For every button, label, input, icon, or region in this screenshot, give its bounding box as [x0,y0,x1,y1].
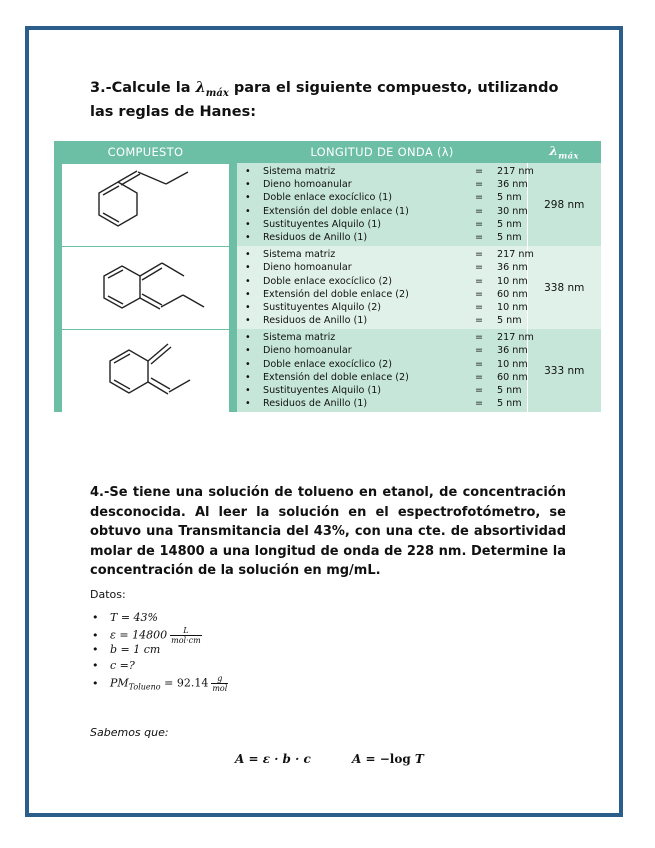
question-4: 4.-Se tiene una solución de tolueno en etanol, de concentración desconocida. Al leer la solución en el espectrofotómetro, se obtuvo una Transmitancia del 43%, con una cte. de absortividad molar de 14800 a una longitud de onda de 228 nm. Determine la concentración de la solución en mg/mL. [90,485,566,579]
question-3: 3.-Calcule la $\lambda_{máx}$ para el siguiente compuesto, utilizando las reglas de Hanes: [90,79,559,120]
list-item: • c =? [92,659,135,672]
compound-cell [54,329,237,412]
list-item: • Doble enlace exocíclico (1) = 5 nm [245,192,522,204]
table-header-row [54,141,601,163]
datos-label: Datos: [90,588,126,601]
rules-list [237,329,534,412]
fraction: $\frac{L}{\text{mol·cm}}$ [171,626,201,645]
lambda-symbol: $\lambda_{máx}$ [195,79,229,99]
list-item: • Sustituyentes Alquilo (1) = 5 nm [245,385,522,396]
datos-list [92,610,228,693]
list-item: • Doble enlace exocíclico (2) = 10 nm [245,275,528,287]
list-item: • Residuos de Anillo (1) = 5 nm [245,315,522,327]
list-item: • Sistema matriz = 217 nm [245,332,534,344]
list-item: • Dieno homoanular = 36 nm [245,345,528,357]
fraction: $\frac{g}{\text{mol}}$ [212,674,228,693]
list-item: • T = 43% [92,611,158,624]
list-item: • Sustituyentes Alquilo (2) = 10 nm [245,301,528,313]
table-row [54,163,601,246]
list-item: • Residuos de Anillo (1) = 5 nm [245,398,522,410]
rules-list [237,246,534,329]
result-cell: 298 nm [527,163,601,246]
result-cell: 333 nm [527,329,601,412]
beer-lambert-equation: A = ε · b · c [235,752,311,766]
list-item: • Doble enlace exocíclico (2) = 10 nm [245,358,528,370]
header-wavelength: LONGITUD DE ONDA (λ) [237,141,527,163]
list-item: • b = 1 cm [92,643,161,656]
list-item: • ε = 14800 $\frac{L}{\text{mol·cm}}$ [92,626,201,645]
table-row [54,329,601,412]
compound-cell [54,246,237,329]
sabemos-label: Sabemos que: [90,726,169,739]
header-compound: COMPUESTO [54,141,237,163]
list-item: • Extensión del doble enlace (2) = 60 nm [245,288,528,300]
list-item: • Sistema matriz = 217 nm [245,166,534,177]
absorbance-equation: A = −log T [352,752,424,766]
header-lambda-max: $\lambda_{máx}$ [527,141,601,163]
list-item: • Dieno homoanular = 36 nm [245,262,528,274]
list-item: • Extensión del doble enlace (1) = 30 nm [245,205,528,217]
list-item: • Sistema matriz = 217 nm [245,249,534,261]
hanes-table [54,141,601,412]
result-cell: 338 nm [527,246,601,329]
list-item: • Extensión del doble enlace (2) = 60 nm [245,371,528,383]
list-item: • Residuos de Anillo (1) = 5 nm [245,231,522,243]
table-row [54,246,601,329]
list-item: • Dieno homoanular = 36 nm [245,179,528,191]
compound-1-structure [62,164,229,246]
list-item: • $PM_{Tolueno} = 92.14$ $\frac{g}{\text{mol}}$ [92,674,228,693]
compound-2-structure [62,247,229,329]
rules-list [237,163,534,246]
compound-cell [54,163,237,246]
list-item: • Sustituyentes Alquilo (1) = 5 nm [245,218,522,230]
compound-3-structure [62,330,229,412]
